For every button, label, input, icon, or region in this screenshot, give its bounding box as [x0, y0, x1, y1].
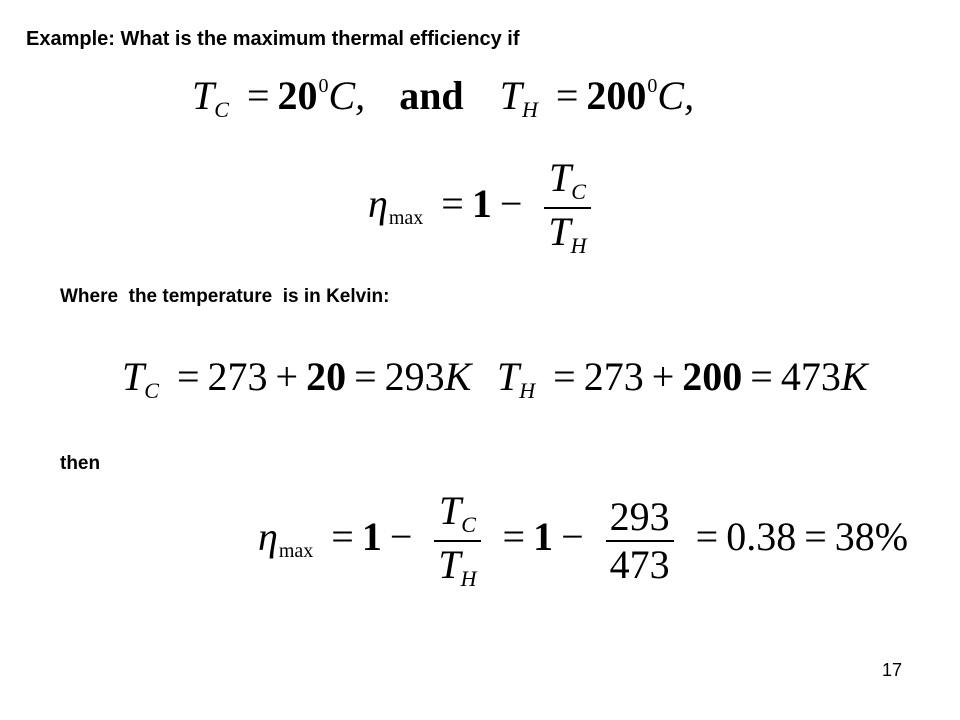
- tc-subscript: C: [461, 511, 476, 537]
- fraction-tc-over-th: [434, 488, 480, 594]
- fraction-denominator: [434, 542, 480, 594]
- equals-sign: =: [441, 181, 464, 227]
- minus-sign: −: [561, 514, 584, 560]
- fraction-denominator: 473: [609, 542, 670, 587]
- and-word: and: [399, 73, 464, 118]
- th-subscript: H: [460, 565, 477, 591]
- equals-sign: =: [246, 73, 270, 118]
- value-20: 20: [306, 354, 347, 399]
- fraction-numerator: [545, 155, 590, 207]
- th-symbol: T: [548, 209, 571, 254]
- fraction-numerator: [435, 488, 480, 540]
- equals-sign: =: [804, 514, 827, 560]
- one: 1: [361, 514, 382, 560]
- kelvin-unit: K: [840, 354, 868, 399]
- value-200: 200: [682, 354, 743, 399]
- tc-subscript: C: [571, 178, 586, 204]
- where-text: Where the temperature is in Kelvin:: [60, 286, 390, 307]
- equals-sign: =: [176, 354, 200, 399]
- th-degree: 0: [647, 75, 658, 97]
- tc-subscript: C: [144, 377, 159, 403]
- eta-subscript: max: [388, 207, 424, 230]
- eta-subscript: max: [278, 540, 314, 563]
- fraction-denominator: [544, 209, 590, 261]
- equals-sign: =: [695, 514, 719, 560]
- th-subscript: H: [521, 96, 538, 122]
- eta-symbol: η: [258, 514, 278, 560]
- th-symbol: T: [499, 73, 522, 118]
- fraction-numerator: 293: [609, 494, 670, 539]
- plus-sign: +: [275, 354, 299, 399]
- equals-sign: =: [354, 354, 377, 399]
- th-symbol: T: [438, 542, 461, 587]
- th-value: 200: [586, 73, 647, 118]
- tc-symbol: T: [122, 354, 145, 399]
- one: 1: [533, 514, 554, 560]
- value-293: 293: [384, 354, 445, 399]
- value-273: 273: [583, 354, 644, 399]
- tc-symbol: T: [439, 488, 462, 533]
- tc-degree: 0: [318, 75, 329, 97]
- tc-value: 20: [277, 73, 318, 118]
- equals-sign: =: [553, 354, 576, 399]
- minus-sign: −: [499, 181, 523, 227]
- plus-sign: +: [651, 354, 675, 399]
- tc-symbol: T: [192, 73, 215, 118]
- minus-sign: −: [389, 514, 413, 560]
- tc-unit: C,: [328, 73, 366, 118]
- percent-result: 38%: [834, 514, 909, 560]
- tc-subscript: C: [214, 96, 229, 122]
- result-equation: [258, 488, 908, 594]
- th-subscript: H: [570, 232, 587, 258]
- then-text: then: [60, 453, 101, 474]
- one: 1: [471, 181, 492, 227]
- equals-sign: =: [555, 73, 579, 118]
- slide-title: Example: What is the maximum thermal efficiency if: [26, 28, 520, 50]
- tc-symbol: T: [549, 155, 572, 200]
- th-kelvin-equation: [497, 353, 868, 403]
- th-subscript: H: [519, 377, 536, 403]
- th-symbol: T: [497, 354, 520, 399]
- eta-symbol: η: [368, 181, 388, 227]
- value-473: 473: [780, 354, 841, 399]
- tc-kelvin-equation: [122, 353, 472, 403]
- equals-sign: =: [750, 354, 773, 399]
- th-unit: C,: [657, 73, 695, 118]
- fraction-293-over-473: [606, 494, 674, 588]
- value-273: 273: [207, 354, 268, 399]
- equals-sign: =: [331, 514, 354, 560]
- kelvin-unit: K: [444, 354, 472, 399]
- decimal-result: 0.38: [726, 514, 797, 560]
- given-equation: [192, 72, 695, 122]
- equals-sign: =: [502, 514, 526, 560]
- fraction-tc-over-th: [544, 155, 590, 261]
- page-number: 17: [882, 660, 903, 680]
- efficiency-formula: [368, 155, 595, 261]
